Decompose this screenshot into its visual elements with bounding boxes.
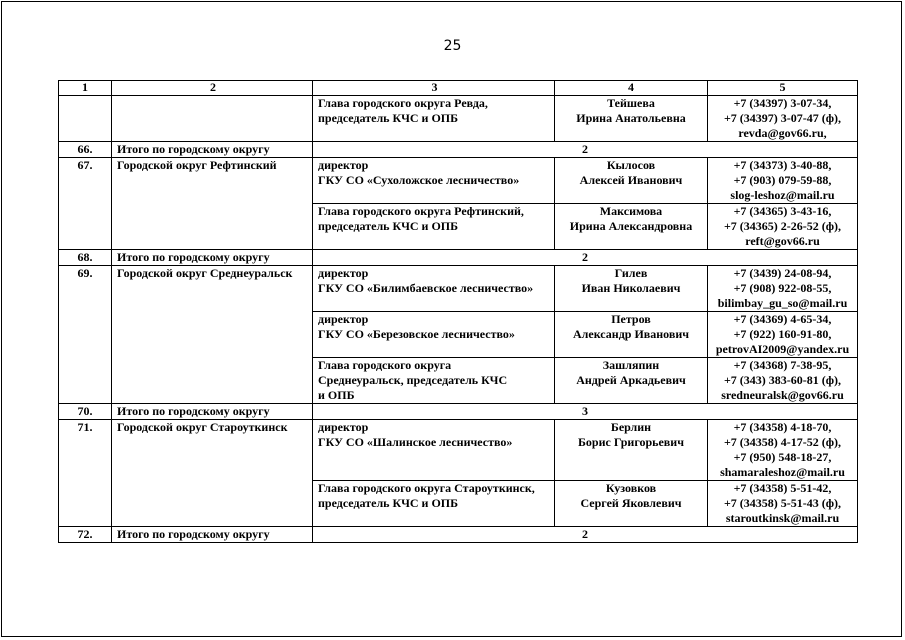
table-row — [59, 420, 858, 481]
district-name: Городской округ Рефтинский — [112, 158, 313, 250]
column-number: 2 — [112, 81, 313, 96]
total-label: Итого по городскому округу — [112, 527, 313, 543]
row-number: 66. — [59, 142, 112, 158]
person-name: Петров Александр Иванович — [555, 312, 708, 358]
table-row — [59, 266, 858, 312]
total-value: 3 — [313, 404, 858, 420]
position-text: Глава городского округа Староуткинск, председатель КЧС и ОПБ — [313, 481, 555, 527]
person-name: Кылосов Алексей Иванович — [555, 158, 708, 204]
contact-info: +7 (34358) 4-18-70, +7 (34358) 4-17-52 (ф), +7 (950) 548-18-27, shamaraleshoz@mail.ru — [708, 420, 858, 481]
district-name: Городской округ Староуткинск — [112, 420, 313, 527]
person-name: Берлин Борис Григорьевич — [555, 420, 708, 481]
contact-info: +7 (34358) 5-51-42, +7 (34358) 5-51-43 (ф), staroutkinsk@mail.ru — [708, 481, 858, 527]
position-text: директор ГКУ СО «Сухоложское лесничество» — [313, 158, 555, 204]
person-name: Кузовков Сергей Яковлевич — [555, 481, 708, 527]
total-row — [59, 142, 858, 158]
page-number: 25 — [443, 38, 462, 54]
person-name: Тейшева Ирина Анатольевна — [555, 96, 708, 142]
total-label: Итого по городскому округу — [112, 142, 313, 158]
person-name: Гилев Иван Николаевич — [555, 266, 708, 312]
position-text: директор ГКУ СО «Березовское лесничество» — [313, 312, 555, 358]
row-number: 70. — [59, 404, 112, 420]
row-number: 71. — [59, 420, 112, 527]
district-name: Городской округ Среднеуральск — [112, 266, 313, 404]
total-row — [59, 404, 858, 420]
table-row — [59, 96, 858, 142]
contact-info: +7 (34369) 4-65-34, +7 (922) 160-91-80, petrovAI2009@yandex.ru — [708, 312, 858, 358]
table-row — [59, 158, 858, 204]
column-number-row — [59, 81, 858, 96]
contact-info: +7 (34397) 3-07-34, +7 (34397) 3-07-47 (ф), revda@gov66.ru, — [708, 96, 858, 142]
position-text: Глава городского округа Рефтинский, председатель КЧС и ОПБ — [313, 204, 555, 250]
district-table — [58, 80, 858, 543]
total-value: 2 — [313, 250, 858, 266]
column-number: 1 — [59, 81, 112, 96]
person-name: Максимова Ирина Александровна — [555, 204, 708, 250]
column-number: 3 — [313, 81, 555, 96]
row-number: 68. — [59, 250, 112, 266]
total-label: Итого по городскому округу — [112, 404, 313, 420]
total-row — [59, 250, 858, 266]
column-number: 5 — [708, 81, 858, 96]
district-name — [112, 96, 313, 142]
total-value: 2 — [313, 527, 858, 543]
position-text: Глава городского округа Среднеуральск, председатель КЧС и ОПБ — [313, 358, 555, 404]
position-text: Глава городского округа Ревда, председатель КЧС и ОПБ — [313, 96, 555, 142]
contact-info: +7 (34365) 3-43-16, +7 (34365) 2-26-52 (ф), reft@gov66.ru — [708, 204, 858, 250]
position-text: директор ГКУ СО «Шалинское лесничество» — [313, 420, 555, 481]
total-value: 2 — [313, 142, 858, 158]
contact-info: +7 (34373) 3-40-88, +7 (903) 079-59-88, slog-leshoz@mail.ru — [708, 158, 858, 204]
total-label: Итого по городскому округу — [112, 250, 313, 266]
row-number: 72. — [59, 527, 112, 543]
person-name: Зашляпин Андрей Аркадьевич — [555, 358, 708, 404]
row-number: 69. — [59, 266, 112, 404]
contact-info: +7 (3439) 24-08-94, +7 (908) 922-08-55, bilimbay_gu_so@mail.ru — [708, 266, 858, 312]
column-number: 4 — [555, 81, 708, 96]
row-number: 67. — [59, 158, 112, 250]
row-number — [59, 96, 112, 142]
position-text: директор ГКУ СО «Билимбаевское лесничество» — [313, 266, 555, 312]
total-row — [59, 527, 858, 543]
contact-info: +7 (34368) 7-38-95, +7 (343) 383-60-81 (ф), sredneuralsk@gov66.ru — [708, 358, 858, 404]
